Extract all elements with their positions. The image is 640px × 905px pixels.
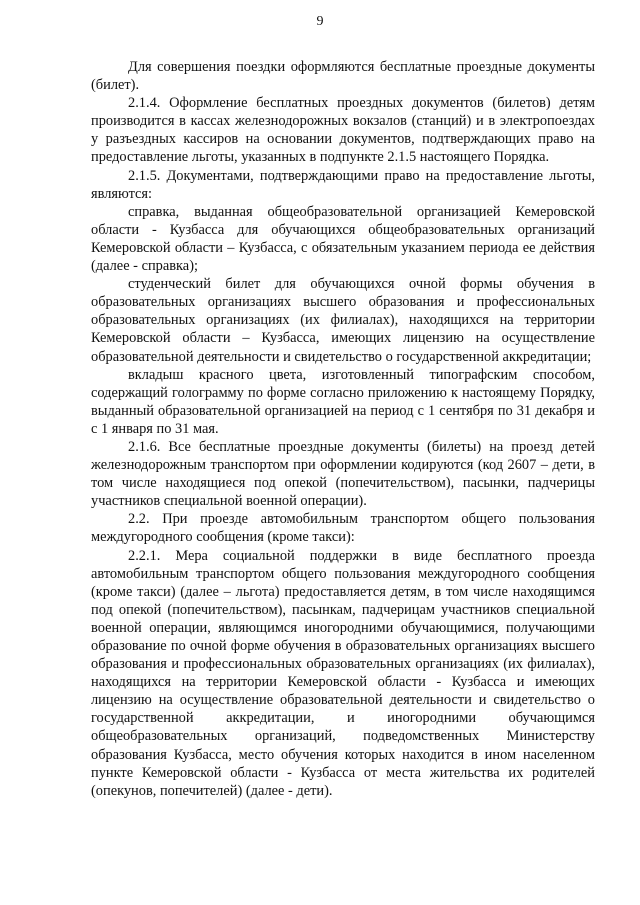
paragraph-certificate: справка, выданная общеобразовательной организацией Кемеровской области - Кузбасса для обучающихся общеобразовательных организаций Кемеровской области – Кузбасса, с обязательным указанием периода ее действия (далее - справка);	[91, 203, 595, 275]
paragraph-2-1-4: 2.1.4. Оформление бесплатных проездных документов (билетов) детям производится в кассах железнодорожных вокзалов (станций) и в электропоездах у разъездных кассиров на основании документов, подтверждающих право на предоставление льготы, указанных в подпункте 2.1.5 настоящего Порядка.	[91, 95, 595, 166]
document-body	[91, 58, 595, 800]
paragraph-ticket-issuance: Для совершения поездки оформляются бесплатные проездные документы (билет).	[91, 59, 595, 94]
paragraph-2-2: 2.2. При проезде автомобильным транспортом общего пользования междугородного сообщения (кроме такси):	[91, 511, 595, 546]
page-number: 9	[316, 14, 324, 29]
paragraph-2-1-6: 2.1.6. Все бесплатные проездные документы (билеты) на проезд детей железнодорожным транспортом при оформлении кодируются (код 2607 – дети, в том числе находящиеся под опекой (попечительством), пасынки, падчерицы участников специальной военной операции).	[91, 438, 595, 510]
paragraph-2-1-5: 2.1.5. Документами, подтверждающими право на предоставление льготы, являются:	[91, 167, 595, 202]
paragraph-2-2-1: 2.2.1. Мера социальной поддержки в виде бесплатного проезда автомобильным транспортом общего пользования междугородного сообщения (кроме такси) (далее – льгота) предоставляется детям, в том числе находящимся под опекой (попечительством), пасынкам, падчерицам участников специальной военной операции, являющимся иногородними обучающимися, получающими образование по очной форме обучения в образовательных организациях высшего образования и профессиональных образовательных организациях (их филиалах), находящихся на территории Кемеровской области - Кузбасса и имеющих лицензию на осуществление образовательной деятельности и свидетельство о государственной аккредитации, и иногородними обучающимся общеобразовательных организаций, подведомственных Министерству образования Кузбасса, место обучения которых находится в ином населенном пункте Кемеровской области - Кузбасса от места жительства их родителей (опекунов, попечителей) (далее - дети).	[91, 547, 595, 799]
paragraph-student-card: студенческий билет для обучающихся очной формы обучения в образовательных организациях высшего образования и профессиональных образовательных организациях (их филиалах), находящихся на территории Кемеровской области – Кузбасса, имеющих лицензию на осуществление образовательной деятельности и свидетельство о государственной аккредитации;	[91, 276, 595, 365]
paragraph-red-insert: вкладыш красного цвета, изготовленный типографским способом, содержащий голограмму по форме согласно приложению к настоящему Порядку, выданный образовательной организацией на период с 1 сентября по 31 декабря и с 1 января по 31 мая.	[91, 366, 595, 437]
